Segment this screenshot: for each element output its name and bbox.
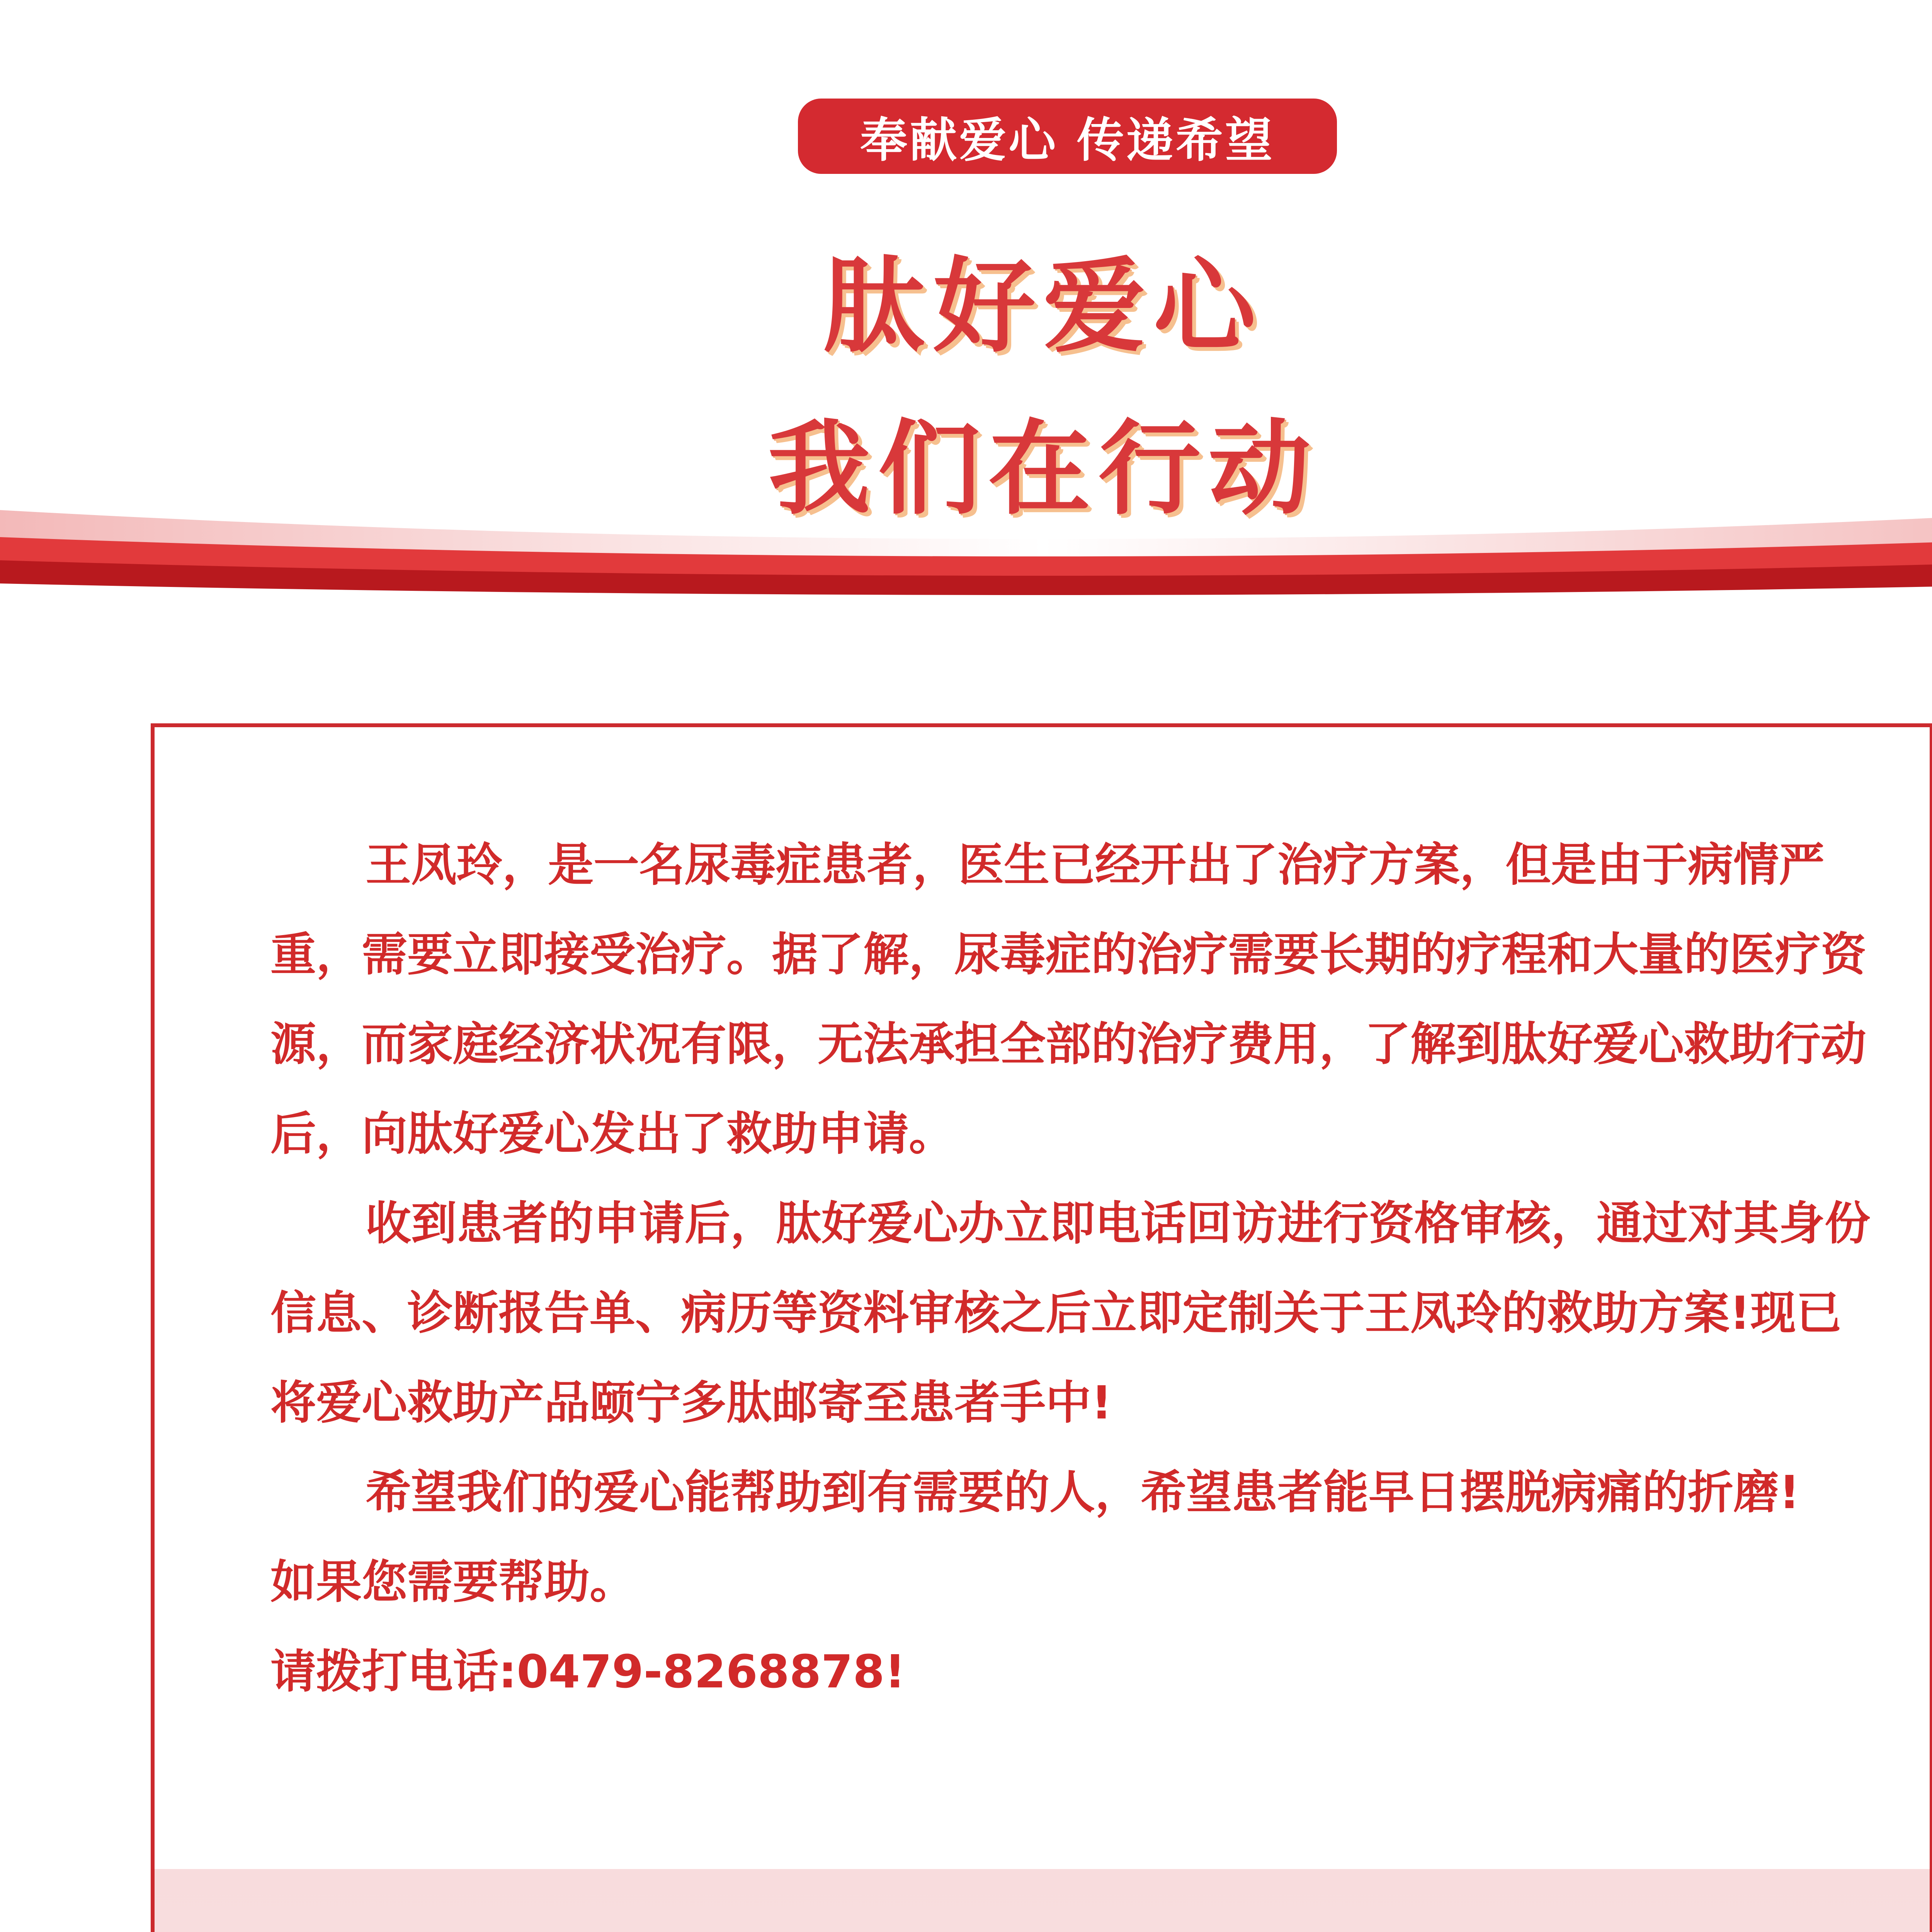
poster-illustration — [155, 1869, 1930, 1932]
page-title-line-1: 肽好爱心 — [823, 246, 1264, 366]
slogan-pill: 奉献爱心 传递希望 — [798, 99, 1337, 174]
content-frame — [151, 723, 1932, 1932]
closing-line: 如果您需要帮助。 — [270, 1555, 636, 1609]
article-paragraph: 王凤玲，是一名尿毒症患者，医生已经开出了治疗方案，但是由于病情严重，需要立即接受治疗。据了解，尿毒症的治疗需要长期的疗程和大量的医疗资源，而家庭经济状况有限，无法承担全部的治疗费用，了解到肽好爱心救助行动后，向肽好爱心发出了救助申请。 — [270, 838, 1867, 1160]
brand-logo-chinese — [305, 1923, 723, 1932]
page-title-line-2: 我们在行动 — [768, 408, 1319, 529]
charity-poster — [155, 1869, 1930, 1932]
article-paragraph: 希望我们的爱心能帮助到有需要的人，希望患者能早日摆脱病痛的折磨! — [366, 1466, 1800, 1519]
phone-line: 请拨打电话:0479-8268878! — [270, 1645, 906, 1698]
article-body — [270, 820, 1870, 1716]
header-swoosh-decoration — [0, 479, 1932, 618]
article-paragraph: 收到患者的申请后，肽好爱心办立即电话回访进行资格审核，通过对其身份信息、诊断报告单、病历等资料审核之后立即定制关于王凤玲的救助方案!现已将爱心救助产品颐宁多肽邮寄至患者手中! — [270, 1197, 1871, 1429]
